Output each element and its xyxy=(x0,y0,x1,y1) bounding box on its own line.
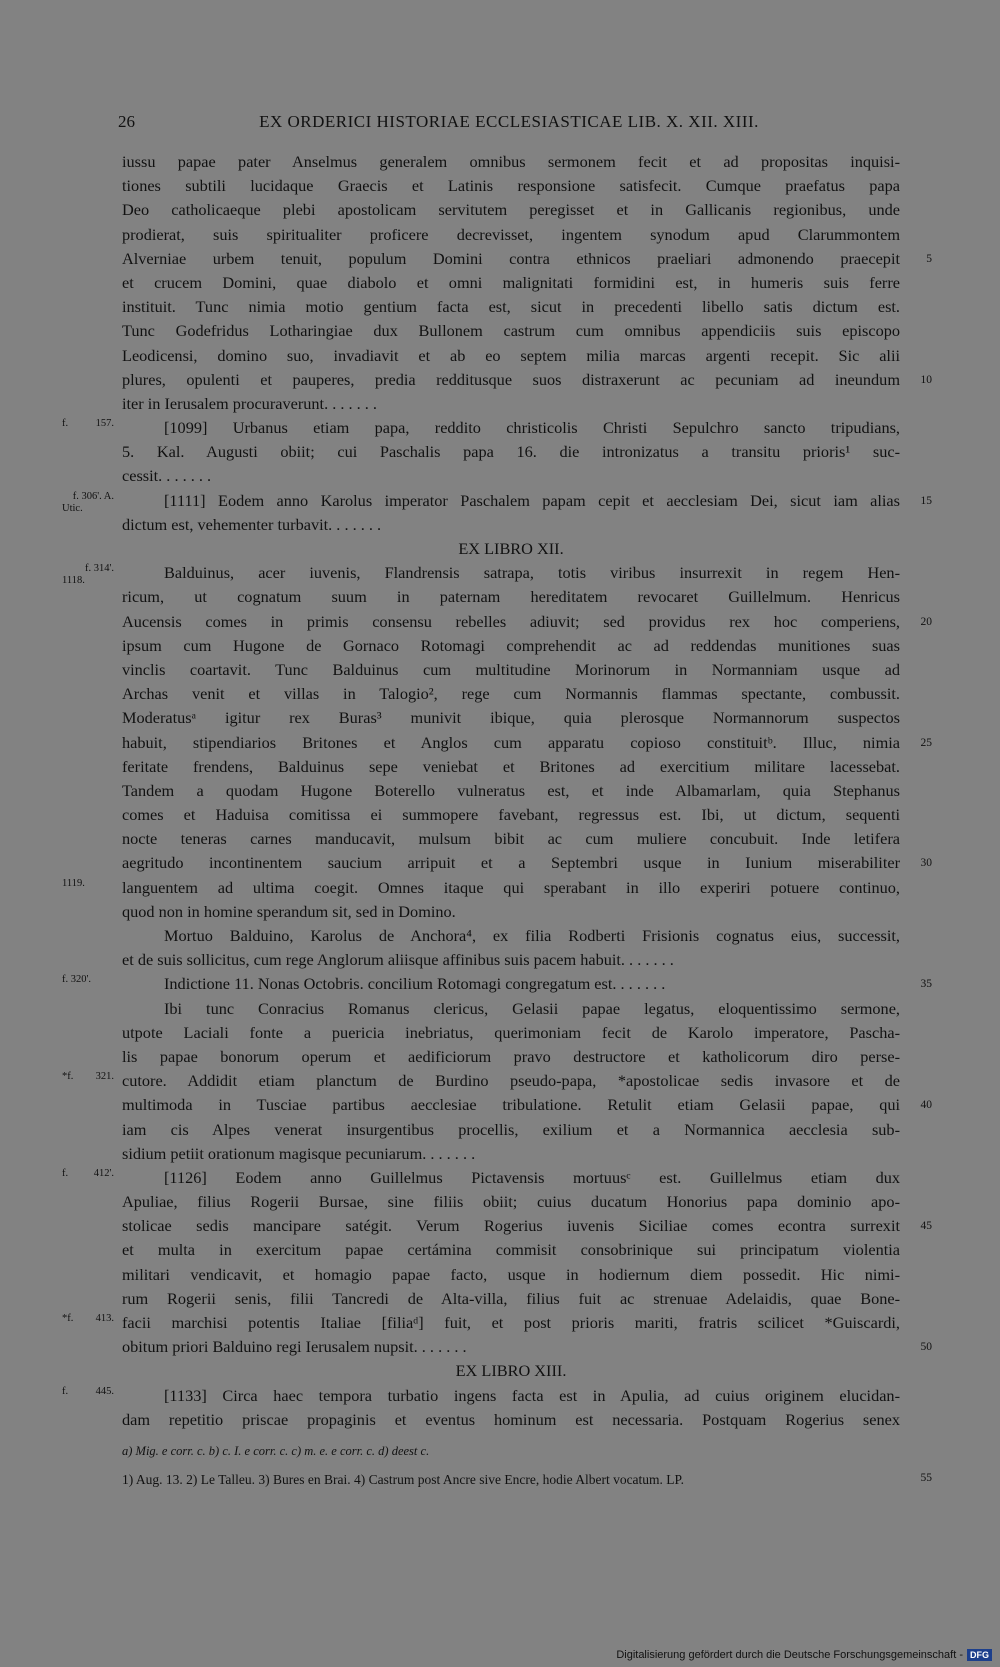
folio-marker: f. 320'. xyxy=(62,974,92,986)
text-line xyxy=(122,368,932,392)
line-text: stolicae sedis mancipare satégit. Verum Rogerius iuvenis Siciliae comes econtra surrexit xyxy=(122,1216,900,1236)
text-line xyxy=(122,174,900,198)
line-text: ipsum cum Hugone de Gornaco Rotomagi comprehendit ac ad reddendas munitiones suas xyxy=(122,635,900,655)
text-line xyxy=(122,755,900,779)
text-line xyxy=(122,1408,900,1432)
line-text: iussu papae pater Anselmus generalem omnibus sermonem fecit et ad propositas inquisi- xyxy=(122,152,900,171)
line-text: et de suis sollicitus, cum rege Anglorum aliisque affinibus suis pacem habuit. . . . . . . xyxy=(122,950,674,970)
dfg-logo: DFG xyxy=(967,1649,992,1661)
text-line xyxy=(122,634,900,658)
credit-text: Digitalisierung gefördert durch die Deutsche Forschungsgemeinschaft - xyxy=(616,1649,963,1661)
footnotes xyxy=(122,1472,932,1488)
line-text: dictum est, vehementer turbavit. . . . . . . xyxy=(122,514,382,534)
line-text: Mortuo Balduino, Karolus de Anchora⁴, ex filia Rodberti Frisionis cognatus eius, successit, xyxy=(164,926,900,945)
text-line xyxy=(122,997,900,1021)
line-text: plures, opulenti et pauperes, predia redditusque suos distraxerunt ac pecuniam ad ineundum xyxy=(122,369,900,389)
text-line xyxy=(122,198,900,222)
text-line xyxy=(62,1166,900,1190)
line-number: 45 xyxy=(920,1220,932,1233)
text-line xyxy=(62,1311,900,1335)
folio-marker: f. 412'. xyxy=(62,1167,114,1179)
line-text: cutore. Addidit etiam planctum de Burdino pseudo-papa, *apostolicae sedis invasore et de xyxy=(122,1071,900,1091)
text-line xyxy=(122,247,932,271)
text-line xyxy=(122,658,900,682)
line-text: iter in Ierusalem procuraverunt. . . . . . . xyxy=(122,393,377,413)
line-text: [1099] Urbanus etiam papa, reddito christicolis Christi Sepulchro sancto tripudians, xyxy=(164,418,900,438)
text-line xyxy=(122,223,900,247)
text-line xyxy=(122,1287,900,1311)
footnote-text: 1) Aug. 13. 2) Le Talleu. 3) Bures en Brai. 4) Castrum post Ancre sive Encre, hodie Albert vocatum. LP. xyxy=(122,1472,684,1487)
folio-marker: 1119. xyxy=(62,877,85,889)
folio-marker: f. 157. xyxy=(62,418,114,430)
line-text: et multa in exercitum papae certámina commisit consobrinique sui principatum violentia xyxy=(122,1240,900,1260)
line-text: quod non in homine sperandum sit, sed in Domino. xyxy=(122,901,456,921)
line-text: prodierat, suis spiritualiter proficere decrevisset, ingentem synodum apud Clarummontem xyxy=(122,224,900,244)
line-text: [1133] Circa haec tempora turbatio ingens facta est in Apulia, ad cuius originem elucidan- xyxy=(164,1385,900,1405)
line-number: 20 xyxy=(920,615,932,628)
text-line xyxy=(122,731,932,755)
text-line xyxy=(62,489,932,514)
line-text: cessit. . . . . . . xyxy=(122,466,212,486)
page-number: 26 xyxy=(118,112,135,131)
line-text: comes et Haduisa comitissa ei summopere favebant, regressus est. Ibi, ut dictum, sequenti xyxy=(122,805,900,825)
section-heading xyxy=(122,1359,900,1383)
text-line xyxy=(122,1214,932,1238)
text-line xyxy=(122,344,900,368)
text-line xyxy=(122,1021,900,1045)
line-number: 50 xyxy=(920,1341,932,1354)
text-line xyxy=(62,416,900,440)
line-number: 35 xyxy=(920,978,932,991)
apparatus-notes: a) Mig. e corr. c. b) c. I. e corr. c. c) m. e. e corr. c. d) deest c. xyxy=(122,1444,430,1458)
footnote-line xyxy=(122,1472,932,1488)
line-text: ricum, ut cognatum suum in paternam hereditatem revocaret Guillelmum. Henricus xyxy=(122,587,900,607)
main-text xyxy=(62,150,932,1432)
text-line xyxy=(122,779,900,803)
text-line xyxy=(122,440,900,464)
line-text: lis papae bonorum operum et aedificiorum pravo destructore et katholicorum diro perse- xyxy=(122,1046,900,1066)
text-line xyxy=(122,1142,900,1166)
line-number: 30 xyxy=(920,857,932,870)
line-text: militari vendicavit, et homagio papae facto, usque in hodiernum diem possedit. Hic nimi- xyxy=(122,1264,900,1284)
folio-marker: f. 445. xyxy=(62,1385,114,1397)
text-line xyxy=(62,1384,900,1408)
text-line xyxy=(122,1238,900,1262)
line-text: [1111] Eodem anno Karolus imperator Paschalem papam cepit et aecclesiam Dei, sicut iam alias xyxy=(164,490,900,510)
text-line xyxy=(122,924,900,948)
text-line xyxy=(122,150,900,174)
line-text: Aucensis comes in primis consensu rebelles adiuvit; sed providus rex hoc comperiens, xyxy=(122,611,900,631)
line-text: rum Rogerii senis, filii Tancredi de Alta-villa, filius fuit ac strenuae Adelaidis, quae Bone- xyxy=(122,1288,900,1308)
line-text: [1126] Eodem anno Guillelmus Pictavensis mortuusᶜ est. Guillelmus etiam dux xyxy=(164,1167,900,1187)
text-line xyxy=(122,706,900,730)
text-line xyxy=(122,1118,900,1142)
line-text: Archas venit et villas in Talogio², rege cum Normannis flammas spectante, combussit. xyxy=(122,684,900,704)
page-header xyxy=(118,112,900,138)
text-line xyxy=(122,851,932,875)
line-text: nocte teneras carnes manducavit, mulsum bibit ac cum muliere concubuit. Inde letifera xyxy=(122,829,900,849)
text-line xyxy=(122,1093,932,1117)
line-text: obitum priori Balduino regi Ierusalem nupsit. . . . . . . xyxy=(122,1337,467,1357)
line-number: 10 xyxy=(920,373,932,386)
folio-marker: *f. 321. xyxy=(62,1071,114,1083)
text-line xyxy=(122,610,932,634)
line-text: et crucem Domini, quae diabolo et omni malignitati formidini est, in humeris suis ferre xyxy=(122,272,900,292)
text-line xyxy=(62,972,932,996)
line-text: iam cis Alpes venerat insurgentibus procellis, exilium et a Normannica aecclesia sub- xyxy=(122,1119,900,1139)
critical-apparatus xyxy=(122,1444,900,1459)
line-number: 5 xyxy=(926,252,932,265)
text-line xyxy=(122,295,900,319)
folio-marker: f. 306'. A. Utic. xyxy=(62,490,114,514)
line-text: Leodicensi, domino suo, invadiavit et ab eo septem milia marcas argenti recepit. Sic alii xyxy=(122,345,900,365)
line-text: sidium petiit orationum magisque pecuniarum. . . . . . . xyxy=(122,1143,476,1163)
line-text: habuit, stipendiarios Britones et Anglos cum apparatu copioso constituitᵇ. Illuc, nimia xyxy=(122,732,900,752)
line-text: EX LIBRO XII. xyxy=(458,539,564,558)
line-text: utpote Laciali fonte a puericia inebriatus, querimoniam fecit de Karolo imperatore, Pascha- xyxy=(122,1022,900,1042)
text-line xyxy=(122,827,900,851)
line-number: 40 xyxy=(920,1099,932,1112)
line-text: Balduinus, acer iuvenis, Flandrensis satrapa, totis viribus insurrexit in regem Hen- xyxy=(164,563,900,583)
line-text: feritate frendens, Balduinus sepe veniebat et Britones ad exercitium militare lacessebat. xyxy=(122,756,900,776)
section-heading xyxy=(122,537,900,561)
line-text: languentem ad ultima coegit. Omnes itaque qui sperabant in illo experiri potuere continuo, xyxy=(122,877,900,897)
line-text: facii marchisi potentis Italiae [filiaᵈ] fuit, et post prioris mariti, fratris scilicet *Guiscardi, xyxy=(122,1313,900,1332)
text-line xyxy=(62,876,900,900)
text-line xyxy=(122,392,900,416)
line-text: multimoda in Tusciae partibus aecclesiae tribulatione. Retulit etiam Gelasii papae, qui xyxy=(122,1095,900,1115)
line-text: Deo catholicaeque plebi apostolicam servitutem peregisset et in Gallicanis regionibus, unde xyxy=(122,200,900,220)
line-number: 15 xyxy=(920,494,932,507)
text-line xyxy=(122,1190,900,1214)
text-line xyxy=(122,1263,900,1287)
digitization-credit xyxy=(616,1649,992,1661)
text-line xyxy=(122,682,900,706)
text-line xyxy=(62,561,900,587)
line-text: Alverniae urbem tenuit, populum Domini contra ethnicos praeliari admonendo praecepit xyxy=(122,248,900,268)
line-text: instituit. Tunc nimia motio gentium facta est, sicut in precedenti libello satis dictum est. xyxy=(122,297,900,317)
line-text: aegritudo incontinentem saucium arripuit et a Septembri usque in Iunium miserabiliter xyxy=(122,853,900,873)
line-text: dam repetitio priscae propaginis et eventus hominum est necessaria. Postquam Rogerius senex xyxy=(122,1409,900,1429)
folio-marker: f. 314'. 1118. xyxy=(62,563,114,587)
text-line xyxy=(122,319,900,343)
text-line xyxy=(122,271,900,295)
line-text: Indictione 11. Nonas Octobris. concilium Rotomagi congregatum est. . . . . . . xyxy=(164,974,666,994)
text-line xyxy=(122,585,900,609)
running-title: EX ORDERICI HISTORIAE ECCLESIASTICAE LIB. X. XII. XIII. xyxy=(259,112,759,131)
text-line xyxy=(122,513,900,537)
text-line xyxy=(62,1069,900,1093)
text-line xyxy=(122,803,900,827)
line-number: 55 xyxy=(920,1472,932,1484)
text-line xyxy=(122,464,900,488)
line-text: EX LIBRO XIII. xyxy=(455,1361,567,1381)
line-text: Tandem a quodam Hugone Boterello vulneratus est, et inde Albamarlam, quia Stephanus xyxy=(122,780,900,800)
line-text: vinclis coartavit. Tunc Balduinus cum multitudine Morinorum in Normanniam usque ad xyxy=(122,659,900,679)
line-text: Ibi tunc Conracius Romanus clericus, Gelasii papae legatus, eloquentissimo sermone, xyxy=(164,998,900,1018)
text-line xyxy=(122,1335,932,1359)
line-text: Tunc Godefridus Lotharingiae dux Bullonem castrum cum omnibus appendiciis suis episcopo xyxy=(122,321,900,341)
line-text: tiones subtili lucidaque Graecis et Latinis responsione satisfecit. Cumque praefatus papa xyxy=(122,176,900,196)
folio-marker: *f. 413. xyxy=(62,1313,114,1324)
line-number: 25 xyxy=(920,736,932,749)
text-line xyxy=(122,1045,900,1069)
text-line xyxy=(122,900,900,924)
line-text: Moderatusᵃ igitur rex Buras³ munivit ibique, quia plerosque Normannorum suspectos xyxy=(122,708,900,728)
line-text: Apuliae, filius Rogerii Bursae, sine filiis obiit; cuius ducatum Honorius papa dominio apo- xyxy=(122,1192,900,1212)
text-line xyxy=(122,948,900,972)
line-text: 5. Kal. Augusti obiit; cui Paschalis papa 16. die intronizatus a transitu prioris¹ suc- xyxy=(122,442,900,462)
